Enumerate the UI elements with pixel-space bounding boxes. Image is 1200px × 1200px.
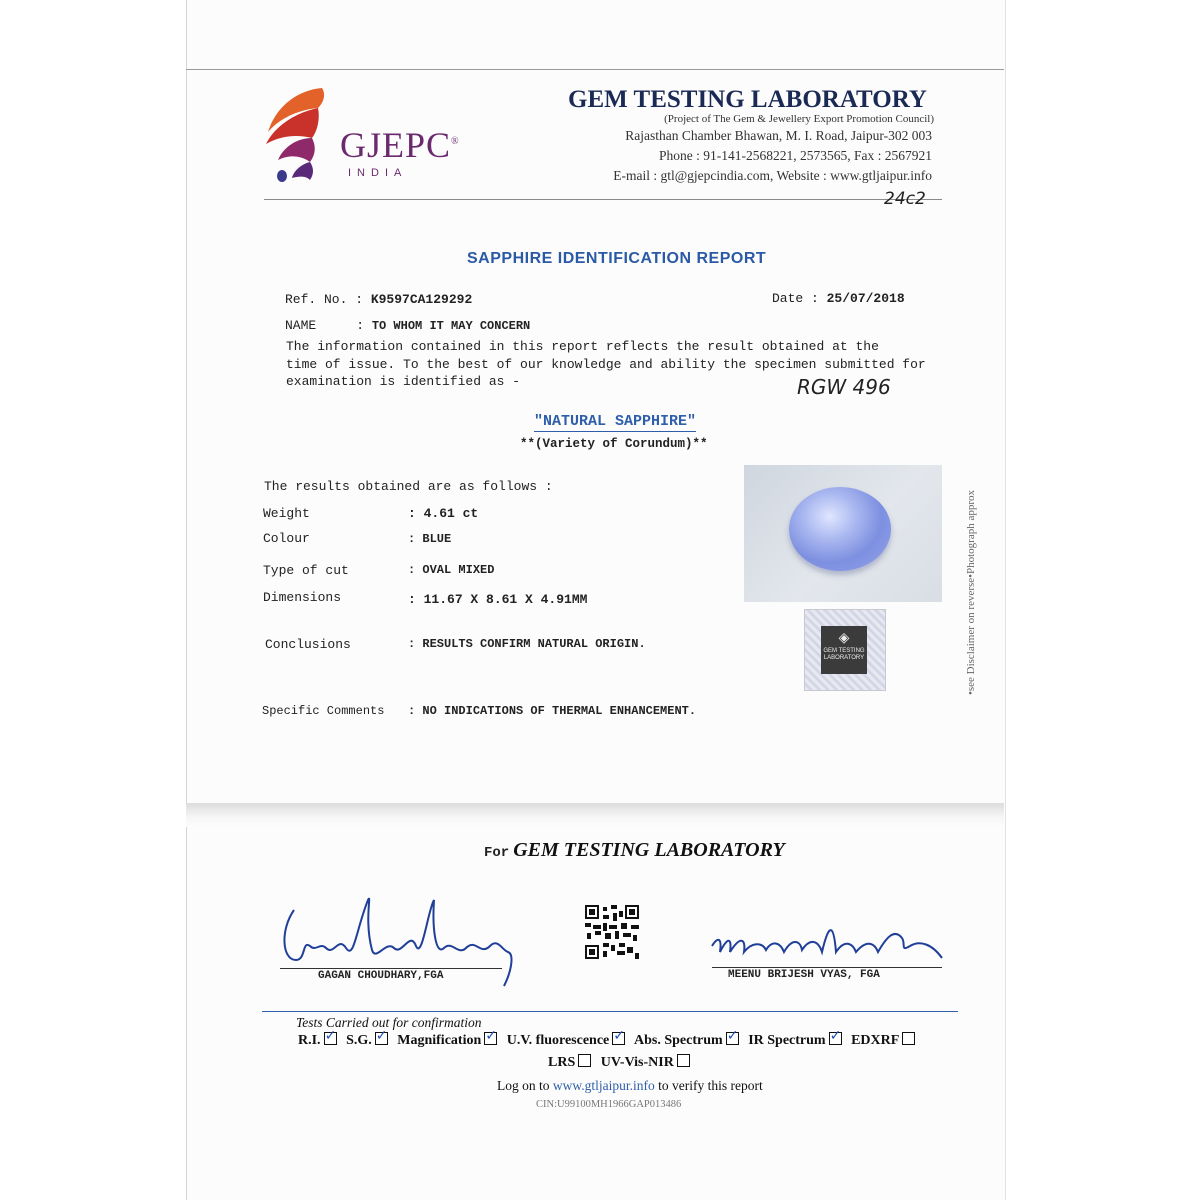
- verify-link[interactable]: www.gtljaipur.info: [552, 1078, 655, 1093]
- test-label: S.G.: [346, 1033, 372, 1048]
- for-lab-name: GEM TESTING LABORATORY: [513, 839, 785, 861]
- test-uv-vis-nir: [601, 1055, 696, 1070]
- checkbox-empty-icon: [677, 1054, 690, 1067]
- identification-result: "NATURAL SAPPHIRE": [534, 413, 697, 430]
- checkbox-checked-icon: [484, 1032, 497, 1045]
- result-label-colour: Colour: [263, 531, 310, 546]
- hologram-logo-icon: ◈: [838, 629, 850, 645]
- logo-name: GJEPC: [340, 125, 452, 165]
- hologram-badge: [821, 626, 867, 674]
- test-label: IR Spectrum: [748, 1033, 826, 1048]
- footer-divider: [262, 1011, 958, 1012]
- ref-value: K9597CA129292: [370, 292, 473, 307]
- handwritten-code: RGW 496: [797, 375, 891, 399]
- lab-email-website: E-mail : gtl@gjepcindia.com, Website : www.gtljaipur.info: [613, 168, 932, 183]
- comments-value: NO INDICATIONS OF THERMAL ENHANCEMENT.: [422, 704, 697, 718]
- logo-subtitle: INDIA: [348, 167, 408, 179]
- qr-code-icon: [585, 905, 639, 959]
- for-prefix: For: [484, 845, 510, 861]
- variety-note: **(Variety of Corundum)**: [520, 437, 708, 451]
- verify-suffix: to verify this report: [658, 1078, 763, 1093]
- name-value: TO WHOM IT MAY CONCERN: [371, 319, 531, 333]
- colour-value: BLUE: [422, 532, 452, 546]
- signatory-right: MEENU BRIJESH VYAS, FGA: [728, 969, 880, 981]
- signature-right-line: [712, 967, 942, 968]
- test-lrs: [548, 1055, 597, 1070]
- checkbox-empty-icon: [902, 1032, 915, 1045]
- lab-name-heading: GEM TESTING LABORATORY: [568, 86, 927, 113]
- verify-prefix: Log on to: [497, 1078, 550, 1093]
- checkbox-checked-icon: [829, 1032, 842, 1045]
- cin-number: CIN:U99100MH1966GAP013486: [536, 1099, 682, 1110]
- gjepc-logo-icon: [258, 84, 338, 186]
- tests-row-2: [548, 1054, 696, 1071]
- test-edxrf: [851, 1033, 921, 1048]
- cut-value: OVAL MIXED: [422, 563, 495, 577]
- comments-label: Specific Comments: [262, 704, 385, 718]
- checkbox-checked-icon: [375, 1032, 388, 1045]
- name-label: NAME: [285, 318, 317, 333]
- logo-registered-mark: ®: [451, 136, 460, 147]
- sapphire-gem-image: [789, 487, 891, 571]
- fold-line-top: [186, 69, 1004, 70]
- signatory-left: GAGAN CHOUDHARY,FGA: [318, 970, 444, 982]
- test-magnification: [397, 1033, 503, 1048]
- test-ir-spectrum: [748, 1033, 847, 1048]
- side-disclaimer-note: •see Disclaimer on reverse•Photograph approx: [965, 489, 977, 695]
- gemstone-photo: [744, 465, 942, 602]
- intro-line: The information contained in this report reflects the result obtained at the: [286, 339, 879, 354]
- result-value-weight: : 4.61 ct: [408, 506, 479, 521]
- comments-value-row: : NO INDICATIONS OF THERMAL ENHANCEMENT.: [408, 704, 697, 718]
- test-sg: [346, 1033, 394, 1048]
- lab-project-line: (Project of The Gem & Jewellery Export Promotion Council): [664, 113, 934, 125]
- ref-label: Ref. No.: [285, 292, 348, 307]
- result-value-cut: : OVAL MIXED: [408, 563, 495, 577]
- header-divider: [264, 199, 942, 200]
- date-label: Date: [772, 291, 804, 306]
- test-label: U.V. fluorescence: [506, 1033, 610, 1048]
- hologram-text: GEM TESTING LABORATORY: [823, 648, 865, 661]
- intro-line: examination is identified as -: [286, 374, 521, 389]
- signature-left-line: [280, 968, 502, 969]
- lab-address: Rajasthan Chamber Bhawan, M. I. Road, Jaipur-302 003: [625, 128, 932, 143]
- weight-value: 4.61 ct: [423, 506, 479, 521]
- checkbox-checked-icon: [324, 1032, 337, 1045]
- result-value-dimensions: : 11.67 X 8.61 X 4.91MM: [408, 592, 588, 607]
- test-label: UV-Vis-NIR: [600, 1055, 674, 1070]
- intro-line: time of issue. To the best of our knowledge and ability the specimen submitted for: [286, 356, 926, 372]
- test-ri: [298, 1033, 343, 1048]
- results-intro: The results obtained are as follows :: [264, 479, 553, 494]
- test-label: R.I.: [298, 1033, 321, 1048]
- verify-line: [497, 1078, 763, 1094]
- conclusions-value-row: : RESULTS CONFIRM NATURAL ORIGIN.: [408, 637, 646, 651]
- test-label: Magnification: [397, 1033, 482, 1048]
- name-row: NAME : TO WHOM IT MAY CONCERN: [285, 318, 531, 333]
- tests-heading: Tests Carried out for confirmation: [296, 1015, 482, 1030]
- security-hologram: [804, 609, 886, 691]
- test-label: Abs. Spectrum: [634, 1033, 723, 1048]
- checkbox-checked-icon: [726, 1032, 739, 1045]
- conclusions-label: Conclusions: [265, 637, 351, 652]
- handwritten-mark: 24c2: [884, 189, 926, 209]
- conclusions-value: RESULTS CONFIRM NATURAL ORIGIN.: [422, 637, 646, 651]
- date-row: Date : 25/07/2018: [772, 291, 905, 306]
- test-label: LRS: [548, 1055, 576, 1070]
- lab-phone: Phone : 91-141-2568221, 2573565, Fax : 2567921: [659, 148, 932, 163]
- ref-number-row: Ref. No. : K9597CA129292: [285, 292, 473, 307]
- for-lab-line: [484, 839, 785, 862]
- gjepc-logo-wordmark: [340, 124, 460, 166]
- result-value-colour: : BLUE: [408, 532, 452, 546]
- report-title: SAPPHIRE IDENTIFICATION REPORT: [467, 250, 767, 267]
- test-abs-spectrum: [634, 1033, 745, 1048]
- checkbox-empty-icon: [578, 1054, 591, 1067]
- result-label-cut: Type of cut: [263, 563, 349, 578]
- tests-row-1: [298, 1032, 921, 1049]
- dimensions-value: 11.67 X 8.61 X 4.91MM: [423, 592, 588, 607]
- result-label-weight: Weight: [263, 506, 310, 521]
- result-label-dimensions: Dimensions: [263, 590, 342, 605]
- test-label: EDXRF: [851, 1033, 900, 1048]
- fold-line-middle: [186, 803, 1004, 827]
- date-value: 25/07/2018: [826, 291, 905, 306]
- checkbox-checked-icon: [612, 1032, 625, 1045]
- test-uv-fluorescence: [507, 1033, 632, 1048]
